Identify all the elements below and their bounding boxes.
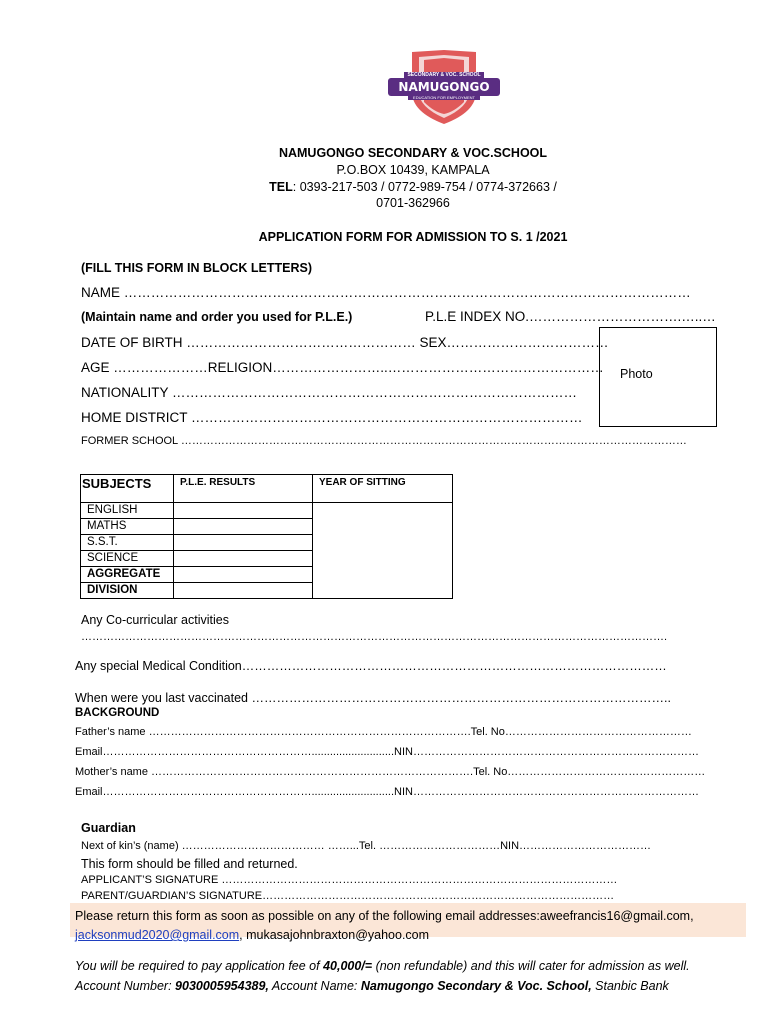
fee-note — [75, 959, 690, 973]
next-of-kin-field[interactable]: Next of kin’s (name) ………………………………… ……...Tel. ……………………………NIN……………………………… — [81, 840, 652, 852]
subject-row: S.S.T. — [81, 535, 174, 551]
account-number: 9030005954389, — [175, 979, 269, 993]
school-tel-2: 0701-362966 — [376, 196, 450, 210]
fee-part2: (non refundable) and this will cater for admission as well. — [372, 959, 690, 973]
background-heading: BACKGROUND — [75, 707, 160, 719]
vaccinated-field[interactable]: When were you last vaccinated ……………………………………………………………………………………….. — [75, 691, 671, 705]
year-cell[interactable] — [313, 503, 453, 599]
cocurricular-field[interactable]: ……………………………………………………………………………………………………………………………………………. — [81, 631, 668, 643]
father-email-field[interactable]: Email…………………………………………………...........................NIN…………………………………………………………………… — [75, 746, 699, 758]
result-cell[interactable] — [174, 567, 313, 583]
tel-label: TEL — [269, 180, 293, 194]
age-religion-field[interactable]: AGE …………………RELIGION……………………..………………………………………… — [81, 360, 604, 375]
result-cell[interactable] — [174, 519, 313, 535]
school-address: P.O.BOX 10439, KAMPALA — [336, 163, 490, 177]
subject-row: MATHS — [81, 519, 174, 535]
year-sitting-header: YEAR OF SITTING — [313, 475, 453, 503]
form-title: APPLICATION FORM FOR ADMISSION TO S. 1 /2021 — [258, 230, 568, 244]
logo-ribbon-top: SECONDARY & VOC. SCHOOL — [407, 72, 481, 78]
ple-results-header: P.L.E. RESULTS — [174, 475, 313, 503]
division-row: DIVISION — [81, 583, 174, 599]
school-logo — [388, 48, 500, 126]
return-note-line2 — [75, 928, 429, 942]
cocurricular-label: Any Co-curricular activities — [81, 613, 229, 627]
father-field[interactable]: Father’s name …………………………………………………………………………….Tel. No…………………………………………… — [75, 726, 692, 738]
result-cell[interactable] — [174, 535, 313, 551]
subject-row: ENGLISH — [81, 503, 174, 519]
nationality-field[interactable]: NATIONALITY ……………………………………………………………………………… — [81, 385, 578, 400]
ple-index-field[interactable]: P.L.E INDEX NO.…………………………….…..… — [425, 309, 716, 324]
account-name-label: Account Name: — [268, 979, 361, 993]
result-cell[interactable] — [174, 551, 313, 567]
email-link[interactable]: jacksonmud2020@gmail.com — [75, 928, 240, 942]
applicant-signature-field[interactable]: APPLICANT’S SIGNATURE ……………………………………………………………………………………………… — [81, 874, 618, 886]
result-cell[interactable] — [174, 503, 313, 519]
filled-note: This form should be filled and returned. — [81, 857, 298, 871]
former-school-field[interactable]: FORMER SCHOOL ………………………………………………………………………………………………………………………… — [81, 435, 687, 447]
photo-label: Photo — [620, 367, 653, 381]
dob-sex-field[interactable]: DATE OF BIRTH …………………………………………… SEX……………………………… — [81, 335, 609, 350]
mother-email-field[interactable]: Email…………………………………………………...........................NIN…………………………………………………………………… — [75, 786, 699, 798]
fee-amount: 40,000/= — [323, 959, 373, 973]
name-field[interactable]: NAME ……………………………………………………………………………………………………………… — [81, 285, 691, 300]
block-letters-instruction: (FILL THIS FORM IN BLOCK LETTERS) — [81, 261, 312, 275]
return-note-rest: , mukasajohnbraxton@yahoo.com — [239, 928, 430, 942]
mother-field[interactable]: Mother’s name …………………………………………………………………………….Tel. No……………………………………………… — [75, 766, 706, 778]
subjects-table — [80, 474, 453, 599]
photo-box — [599, 327, 717, 427]
logo-motto: EDUCATION FOR EMPLOYMENT — [413, 95, 475, 100]
guardian-heading: Guardian — [81, 821, 136, 835]
parent-signature-field[interactable]: PARENT/GUARDIAN’S SIGNATURE…………………………………………………………………………………… — [81, 890, 615, 902]
school-name: NAMUGONGO SECONDARY & VOC.SCHOOL — [278, 146, 548, 160]
fee-part1: You will be required to pay application fee of — [75, 959, 324, 973]
account-number-label: Account Number: — [75, 979, 176, 993]
result-cell[interactable] — [174, 583, 313, 599]
maintain-note: (Maintain name and order you used for P.L.E.) — [81, 310, 353, 324]
account-name: Namugongo Secondary & Voc. School, — [360, 979, 592, 993]
bank-name: Stanbic Bank — [591, 979, 669, 993]
tel-numbers: : 0393-217-503 / 0772-989-754 / 0774-372663 / — [292, 180, 557, 194]
subjects-header: SUBJECTS — [81, 475, 174, 503]
account-info — [75, 979, 669, 993]
logo-name: NAMUGONGO — [398, 80, 490, 94]
subject-row: SCIENCE — [81, 551, 174, 567]
aggregate-row: AGGREGATE — [81, 567, 174, 583]
return-note-line1: Please return this form as soon as possible on any of the following email addresses:aweefrancis16@gmail.com, — [75, 909, 694, 923]
home-district-field[interactable]: HOME DISTRICT …………………………………………………………………………… — [81, 410, 583, 425]
school-tel — [0, 180, 768, 194]
medical-field[interactable]: Any special Medical Condition………………………………………………………………………………………… — [75, 659, 667, 673]
